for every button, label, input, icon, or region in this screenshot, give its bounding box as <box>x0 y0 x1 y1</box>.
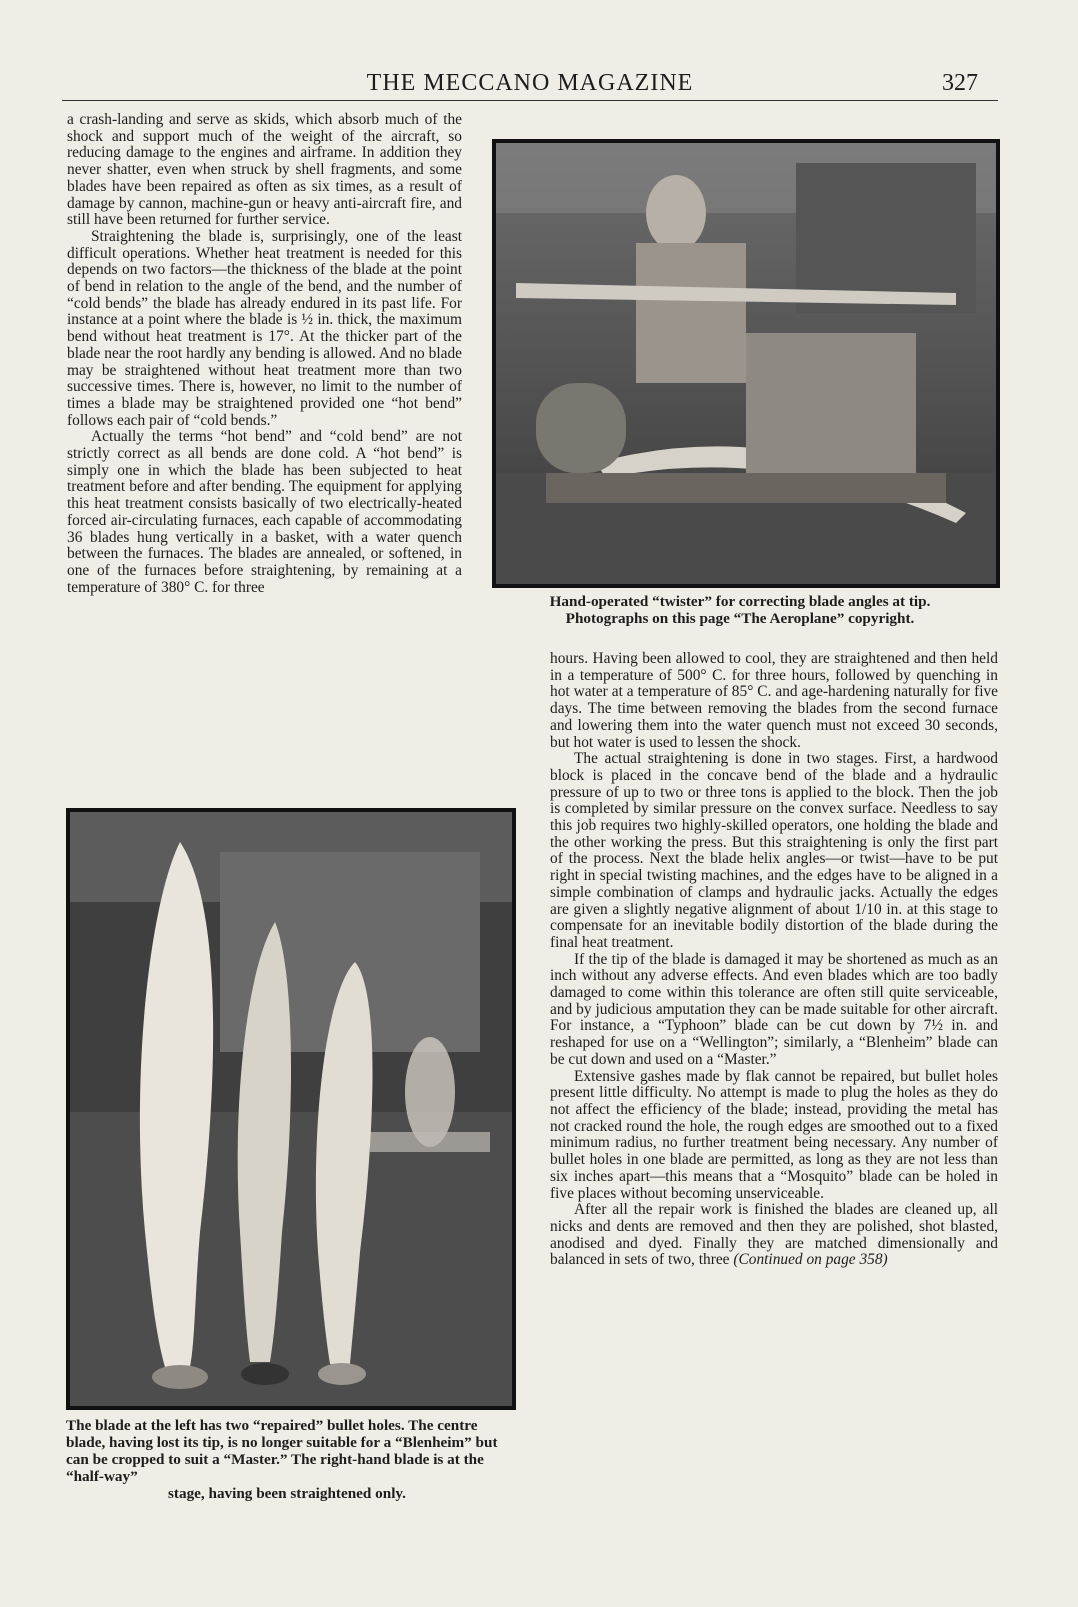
left-column-text <box>67 112 462 596</box>
paragraph: Actually the terms “hot bend” and “cold bend” are not strictly correct as all bends are done cold. A “hot bend” is simply one in which the blade has been subjected to heat treatment before and after bending. The equipment for applying this heat treatment consists basically of two electrically-heated forced air-circulating furnaces, each capable of accommodating 36 blades hung vertically in a basket, with a water quench between the furnaces. The blades are annealed, or softened, in one of the furnaces before straightening, by remaining at a temperature of 380° C. for three <box>67 428 462 596</box>
paragraph <box>550 1202 998 1269</box>
twister-photo <box>492 139 1000 588</box>
paragraph: The actual straightening is done in two stages. First, a hardwood block is placed in the concave bend of the blade and a hydraulic pressure of up to two or three tons is applied to the block. Then the job is completed by similar pressure on the convex surface. Needless to say this job requires two highly-skilled operators, one holding the blade and the other working the press. But this straightening is only the first part of the process. Next the blade helix angles—or twist—have to be put right in special twisting machines, and the edges have to be aligned in a simple combination of clamps and hydraulic jacks. Actually the edges are given a slightly negative alignment of about 1/10 in. at this stage to compensate for an inevitable bodily distortion of the blade during the final heat treatment. <box>550 750 998 951</box>
page-header <box>62 66 998 101</box>
blades-caption-text: The blade at the left has two “repaired” bullet holes. The centre blade, having lost its tip, is no longer suitable for a “Blenheim” but can be cropped to suit a “Master.” The right-hand blade is at the “half-way” <box>66 1417 498 1485</box>
paragraph: a crash-landing and serve as skids, which absorb much of the shock and support much of the weight of the aircraft, so reducing damage to the engines and airframe. In addition they never shatter, even when struck by shell fragments, and some blades have been repaired as often as six times, as a result of damage by cannon, machine-gun or heavy anti-aircraft fire, and still have been returned for further service. <box>67 111 462 229</box>
twister-caption <box>475 593 1005 627</box>
continued-note: (Continued on page 358) <box>733 1251 888 1269</box>
twister-caption-line2: Photographs on this page “The Aeroplane” copyright. <box>565 610 915 627</box>
blades-caption-last-line: stage, having been straightened only. <box>168 1485 406 1502</box>
paragraph-text: After all the repair work is finished the blades are cleaned up, all nicks and dents are removed and then they are polished, shot blasted, anodised and dyed. Finally they are matched dimensionally and balanced in sets of two, three <box>550 1201 998 1269</box>
twister-photo-image <box>496 143 996 584</box>
magazine-title: THE MECCANO MAGAZINE <box>366 70 694 96</box>
right-column-text <box>550 651 998 1269</box>
blades-photo <box>66 808 516 1410</box>
page-number: 327 <box>942 70 978 96</box>
blades-caption <box>66 1417 508 1502</box>
paragraph: Extensive gashes made by flak cannot be repaired, but bullet holes present little difficulty. No attempt is made to plug the holes as they do not affect the efficiency of the blade; instead, providing the metal has not cracked round the hole, the rough edges are smoothed out to a fixed minimum radius, no further treatment being necessary. Any number of bullet holes in one blade are permitted, as long as they are not less than six inches apart—this means that a “Mosquito” blade can be holed in five places without becoming unserviceable. <box>550 1067 998 1202</box>
paragraph: hours. Having been allowed to cool, they are straightened and then held in a temperature of 500° C. for three hours, followed by quenching in hot water at a temperature of 85° C. and age-hardening naturally for five days. The time between removing the blades from the second furnace and lowering them into the water quench must not exceed 30 seconds, but hot water is used to lessen the shock. <box>550 650 998 751</box>
paragraph: If the tip of the blade is damaged it may be shortened as much as an inch without any adverse effects. And even blades which are too badly damaged to come within this tolerance are often still quite serviceable, and by judicious amputation they can be made suitable for other aircraft. For instance, a “Typhoon” blade can be cut down by 7½ in. and reshaped for use on a “Wellington”; similarly, a “Blenheim” blade can be cut down and used on a “Master.” <box>550 950 998 1068</box>
paragraph: Straightening the blade is, surprisingly, one of the least difficult operations. Whether heat treatment is needed for this depends on two factors—the thickness of the blade at the point of bend in relation to the angle of the bend, and the number of “cold bends” the blade has already endured in its past life. For instance at a point where the blade is ½ in. thick, the maximum bend without heat treatment is 17°. At the thicker part of the blade near the root hardly any bending is allowed. And no blade may be straightened without heat treatment more than two successive times. There is, however, no limit to the number of times a blade may be straightened provided one “hot bend” follows each pair of “cold bends.” <box>67 227 462 429</box>
twister-caption-line1: Hand-operated “twister” for correcting blade angles at tip. <box>549 593 931 610</box>
blades-photo-image <box>70 812 512 1406</box>
